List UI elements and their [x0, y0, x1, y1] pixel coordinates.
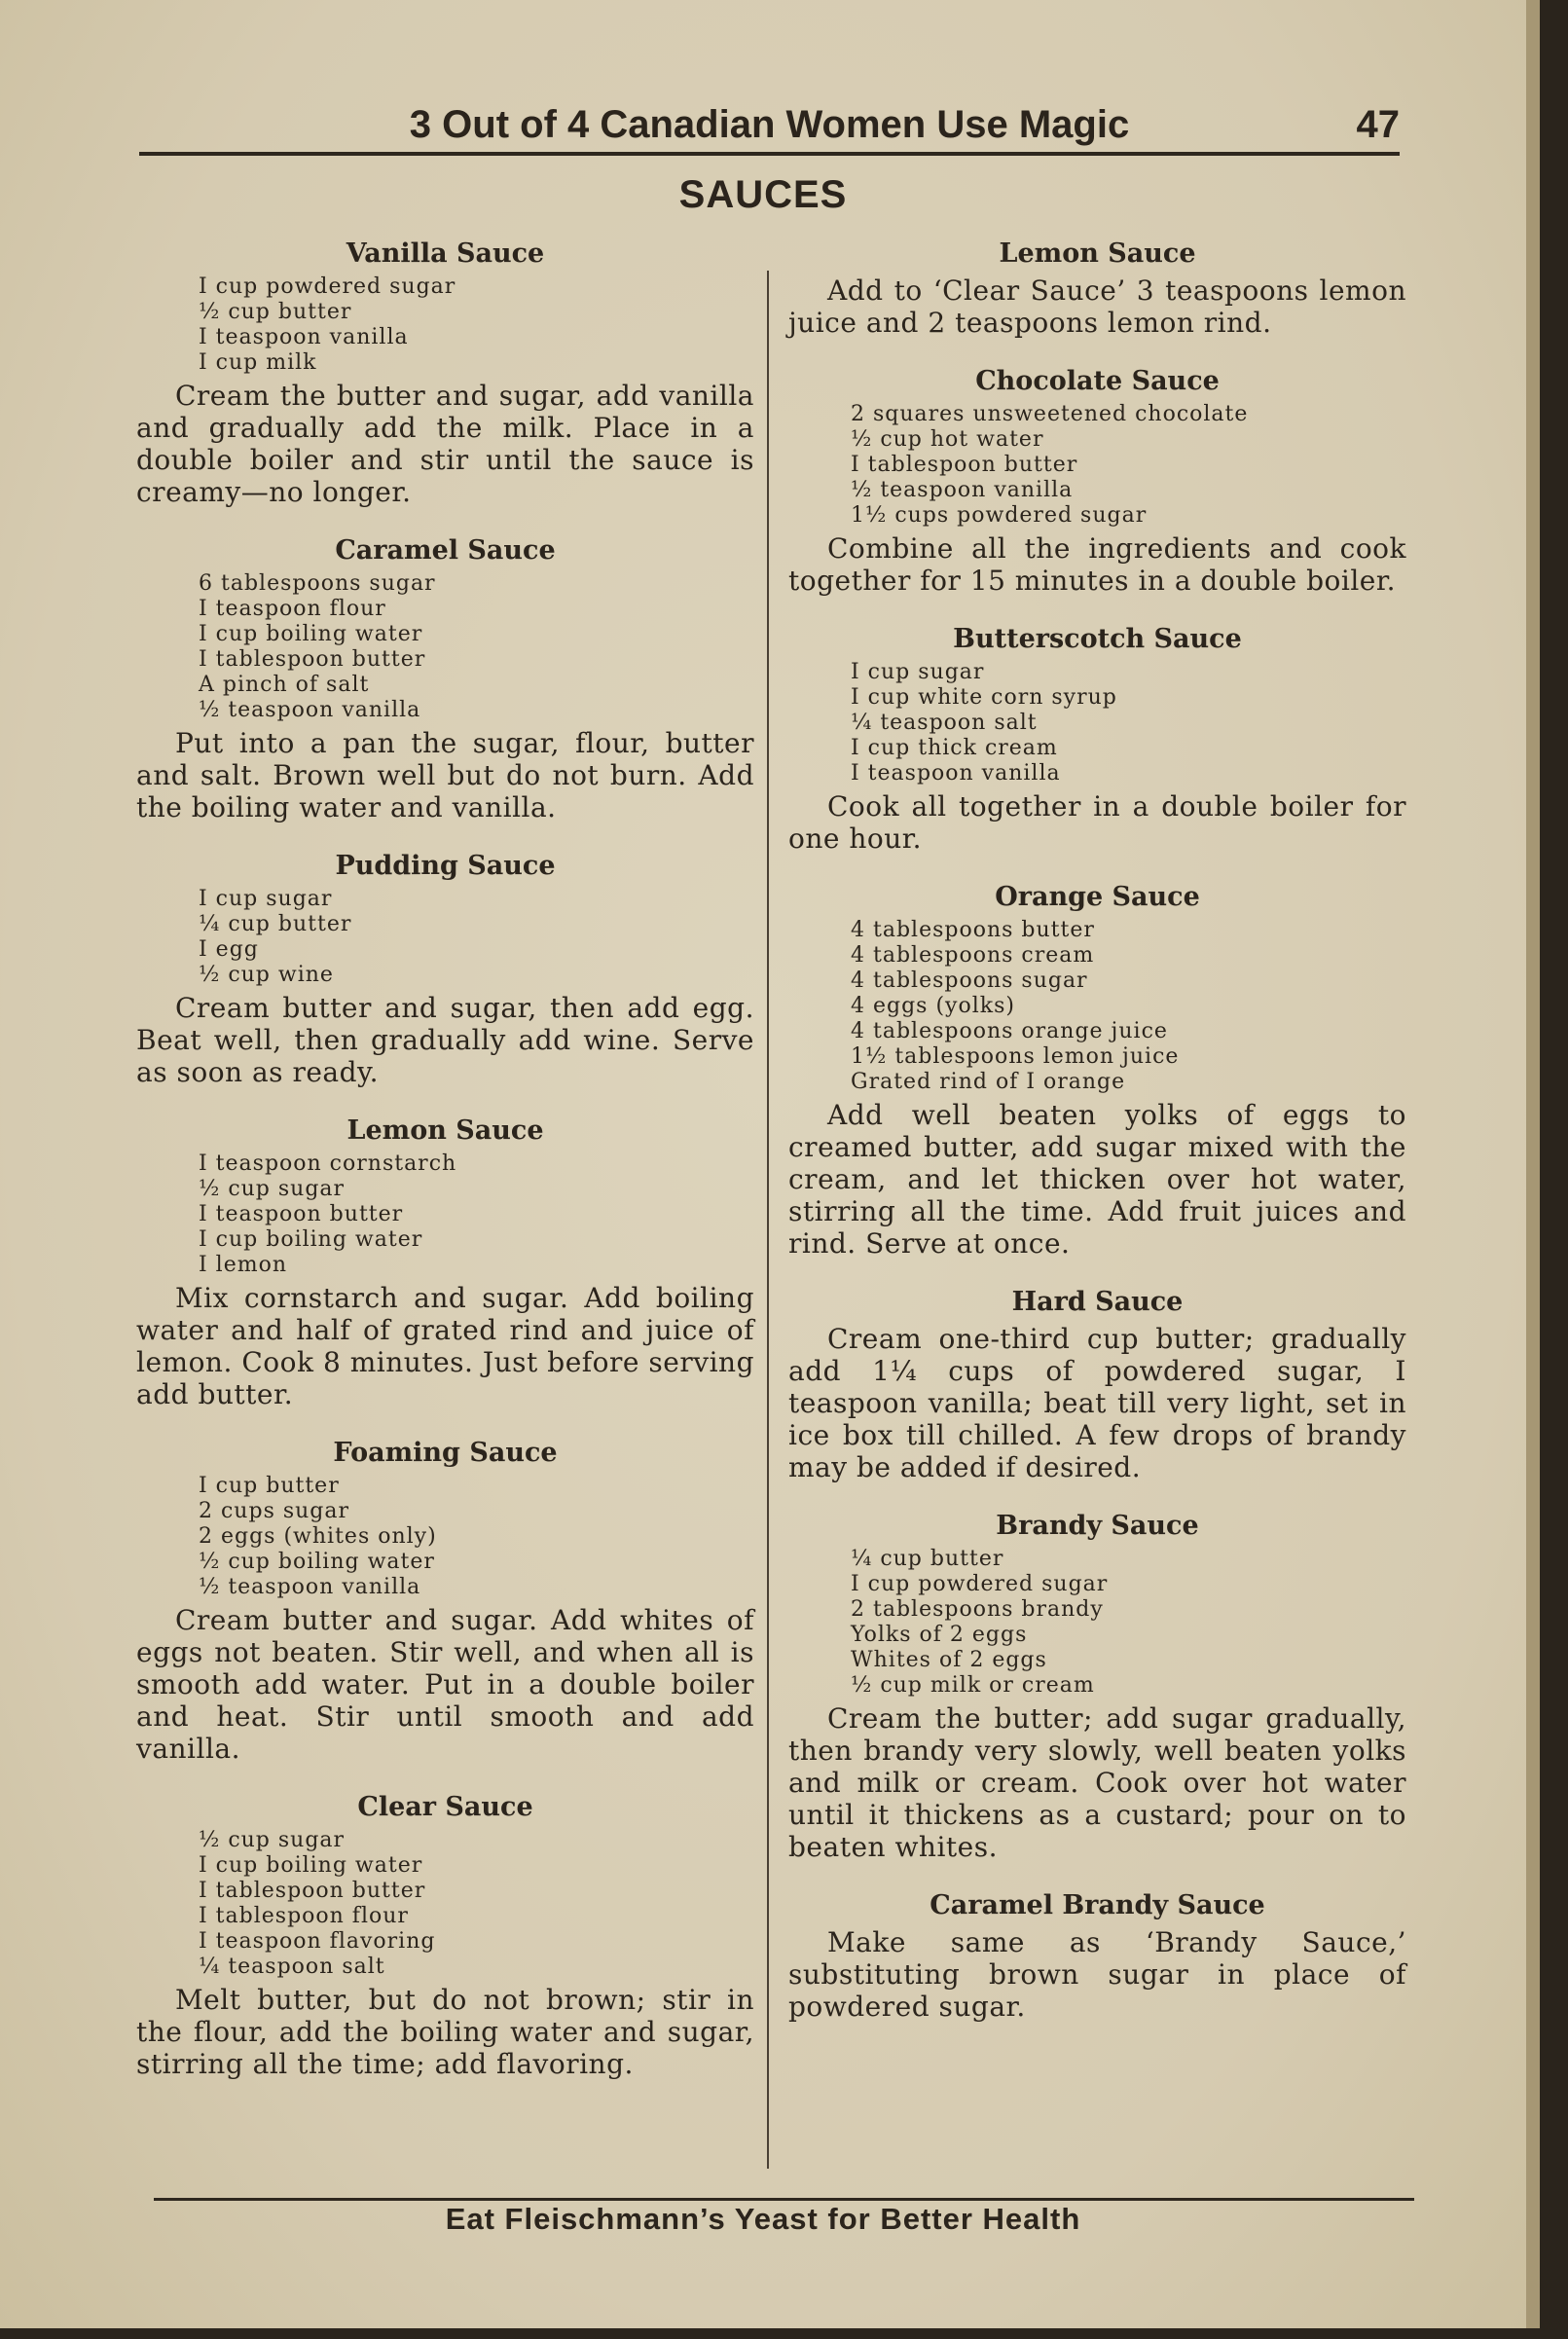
recipe-method: Add well beaten yolks of eggs to creamed butter, add sugar mixed with the cream, and let thicken over hot water, stirring all the time. Add fruit juices and rind. Serve at once. [788, 1099, 1406, 1260]
recipe [788, 1890, 1406, 2023]
running-header [139, 97, 1400, 156]
ingredient: I cup boiling water [199, 1227, 423, 1252]
ingredient: I cup powdered sugar [199, 274, 456, 299]
ingredient-list [136, 571, 754, 723]
recipe [136, 238, 754, 508]
ingredient: I teaspoon flour [199, 597, 386, 621]
ingredient: ½ teaspoon vanilla [851, 478, 1074, 502]
ingredient: Grated rind of I orange [851, 1070, 1126, 1094]
ingredient: I cup boiling water [199, 622, 423, 646]
recipe [136, 851, 754, 1088]
ingredient: I cup powdered sugar [851, 1572, 1109, 1596]
recipe-title: Vanilla Sauce [346, 238, 545, 269]
ingredient: A pinch of salt [199, 673, 370, 697]
recipe-method: Add to ‘Clear Sauce’ 3 teaspoons lemon juice and 2 teaspoons lemon rind. [788, 274, 1406, 339]
ingredient: ½ cup boiling water [199, 1550, 435, 1574]
recipe-title: Hard Sauce [1011, 1287, 1184, 1317]
ingredient: 2 squares unsweetened chocolate [851, 402, 1249, 426]
ingredient-list [136, 1151, 754, 1278]
page-number: 47 [1356, 103, 1400, 146]
recipe [788, 624, 1406, 855]
ingredient: I cup thick cream [851, 736, 1058, 760]
column-divider [767, 271, 769, 2169]
ingredient: I lemon [199, 1253, 288, 1277]
recipe-method: Combine all the ingredients and cook together for 15 minutes in a double boiler. [788, 532, 1406, 597]
recipe-method: Make same as ‘Brandy Sauce,’ substituting brown sugar in place of powdered sugar. [788, 1926, 1406, 2023]
ingredient: I cup sugar [199, 887, 333, 911]
footer-rule [154, 2198, 1414, 2201]
ingredient-list [136, 1828, 754, 1980]
ingredient: 1½ tablespoons lemon juice [851, 1044, 1180, 1069]
recipe [788, 1511, 1406, 1863]
ingredient: ½ teaspoon vanilla [199, 698, 421, 722]
ingredient: I tablespoon butter [199, 1879, 426, 1903]
recipe [788, 1287, 1406, 1483]
recipe [788, 366, 1406, 597]
recipe [788, 238, 1406, 339]
recipe-title: Clear Sauce [357, 1792, 533, 1822]
recipe-method: Cream butter and sugar, then add egg. Beat well, then gradually add wine. Serve as soon as ready. [136, 992, 754, 1088]
footer-text: Eat Fleischmann’s Yeast for Better Health [445, 2202, 1081, 2236]
ingredient: ½ cup wine [199, 963, 334, 987]
recipe-title: Pudding Sauce [335, 851, 556, 881]
ingredient: I tablespoon butter [851, 453, 1078, 477]
header-title: 3 Out of 4 Canadian Women Use Magic [409, 103, 1130, 146]
recipe-title: Caramel Brandy Sauce [930, 1890, 1265, 1920]
ingredient: I teaspoon cornstarch [199, 1151, 457, 1176]
recipe-title: Lemon Sauce [999, 238, 1196, 269]
ingredient-list [788, 918, 1406, 1095]
ingredient: 4 tablespoons butter [851, 918, 1095, 942]
recipe [136, 1115, 754, 1410]
ingredient: ½ cup hot water [851, 427, 1044, 452]
ingredient: I cup sugar [851, 660, 985, 684]
ingredient: 2 cups sugar [199, 1499, 350, 1523]
ingredient: I egg [199, 937, 259, 962]
ingredient: I teaspoon flavoring [199, 1929, 436, 1954]
recipe-method: Cream the butter; add sugar gradually, then brandy very slowly, well beaten yolks and milk or cream. Cook over hot water until it thickens as a custard; pour on to beaten whites. [788, 1702, 1406, 1863]
recipe-method: Cream butter and sugar. Add whites of eggs not beaten. Stir well, and when all is smooth add water. Put in a double boiler and heat. Stir until smooth and add vanilla. [136, 1604, 754, 1765]
ingredient: 4 eggs (yolks) [851, 994, 1015, 1018]
ingredient: ½ cup milk or cream [851, 1673, 1095, 1698]
recipe [136, 1438, 754, 1765]
section-title: SAUCES [678, 173, 848, 216]
ingredient: 6 tablespoons sugar [199, 571, 436, 596]
recipe-title: Caramel Sauce [335, 535, 556, 566]
recipe-title: Foaming Sauce [333, 1438, 558, 1468]
recipe-title: Orange Sauce [995, 882, 1200, 912]
ingredient: 4 tablespoons orange juice [851, 1019, 1168, 1043]
ingredient: 2 eggs (whites only) [199, 1524, 437, 1549]
recipe [788, 882, 1406, 1260]
recipe-method: Cook all together in a double boiler for one hour. [788, 790, 1406, 855]
ingredient: ¼ teaspoon salt [199, 1955, 385, 1979]
recipe-title: Lemon Sauce [346, 1115, 544, 1146]
ingredient: 1½ cups powdered sugar [851, 503, 1148, 528]
recipe-title: Brandy Sauce [996, 1511, 1199, 1541]
ingredient-list [136, 1474, 754, 1600]
recipe-method: Melt butter, but do not brown; stir in the flour, add the boiling water and sugar, stirring all the time; add flavoring. [136, 1984, 754, 2080]
ingredient: I cup white corn syrup [851, 685, 1117, 710]
ingredient: I teaspoon vanilla [199, 325, 409, 349]
ingredient: ¼ cup butter [199, 912, 352, 936]
right-column [788, 238, 1406, 2050]
recipe-method: Cream one-third cup butter; gradually add 1¼ cups of powdered sugar, I teaspoon vanilla; beat till very light, set in ice box till chilled. A few drops of brandy may be added if desired. [788, 1323, 1406, 1483]
ingredient-list [788, 660, 1406, 786]
ingredient-list [788, 1547, 1406, 1699]
ingredient: ¼ cup butter [851, 1547, 1004, 1571]
ingredient: ¼ teaspoon salt [851, 711, 1038, 735]
ingredient: I tablespoon butter [199, 647, 426, 672]
ingredient: I tablespoon flour [199, 1904, 409, 1928]
ingredient-list [136, 887, 754, 988]
recipe [136, 1792, 754, 2080]
recipe-method: Put into a pan the sugar, flour, butter and salt. Brown well but do not burn. Add the boiling water and vanilla. [136, 727, 754, 823]
ingredient: I teaspoon butter [199, 1202, 404, 1226]
ingredient: ½ teaspoon vanilla [199, 1575, 421, 1599]
recipe-method: Cream the butter and sugar, add vanilla and gradually add the milk. Place in a double boiler and stir until the sauce is creamy—no longer. [136, 380, 754, 508]
ingredient-list [788, 402, 1406, 529]
recipe-title: Butterscotch Sauce [953, 624, 1242, 654]
ingredient: Yolks of 2 eggs [851, 1623, 1028, 1647]
recipe-method: Mix cornstarch and sugar. Add boiling water and half of grated rind and juice of lemon. Cook 8 minutes. Just before serving add butter. [136, 1282, 754, 1410]
ingredient: 2 tablespoons brandy [851, 1597, 1104, 1622]
recipe [136, 535, 754, 823]
ingredient: I teaspoon vanilla [851, 761, 1061, 786]
ingredient: 4 tablespoons sugar [851, 968, 1088, 993]
ingredient: I cup milk [199, 350, 317, 375]
ingredient: 4 tablespoons cream [851, 943, 1095, 968]
ingredient-list [136, 274, 754, 376]
ingredient: ½ cup sugar [199, 1177, 346, 1201]
ingredient: Whites of 2 eggs [851, 1648, 1047, 1672]
ingredient: I cup butter [199, 1474, 340, 1498]
ingredient: I cup boiling water [199, 1853, 423, 1878]
left-column [136, 238, 754, 2107]
ingredient: ½ cup butter [199, 300, 352, 324]
recipe-title: Chocolate Sauce [975, 366, 1220, 396]
ingredient: ½ cup sugar [199, 1828, 346, 1852]
